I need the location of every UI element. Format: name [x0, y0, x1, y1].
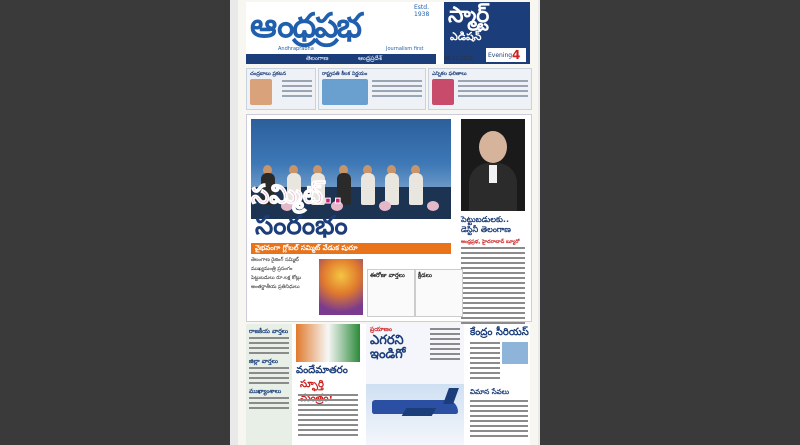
region-andhra: ఆంధ్రప్రదేశ్	[358, 55, 382, 62]
teaser-text	[372, 80, 422, 100]
central-photo	[502, 342, 528, 364]
teaser-card[interactable]	[318, 68, 426, 110]
teaser-row	[246, 68, 530, 108]
teaser-photo	[250, 79, 272, 105]
dateline: 08-12-2025	[444, 56, 474, 62]
news-item[interactable]: పెట్టుబడులు రూ.లక్ష కోట్లు	[251, 275, 302, 281]
masthead-brand-block	[246, 2, 442, 56]
brief-head[interactable]: రాజకీయ వార్తలు	[249, 328, 289, 335]
brief-head[interactable]: ముఖ్యాంశాలు	[249, 388, 282, 395]
indigo-tag: ప్రయాణం	[370, 326, 392, 333]
lead-story	[246, 114, 532, 322]
teaser-title: ఎన్నికల ఫలితాలు	[432, 71, 467, 77]
evening-label: Evening	[488, 52, 513, 59]
evening-badge	[486, 48, 526, 62]
brand-logo: ఆంధ్రప్రభ	[250, 6, 361, 46]
left-news-list	[251, 257, 321, 293]
vande-subheadline: స్ఫూర్తి	[300, 379, 324, 390]
vande-headline: వందేమాతరం	[296, 365, 348, 376]
vande-photo	[296, 324, 360, 362]
evening-time: 4	[512, 48, 521, 62]
subheadline: వైభవంగా గ్లోబల్ సమ్మిట్ వేడుక షురూ	[255, 244, 358, 252]
teaser-card[interactable]	[246, 68, 316, 110]
page-margin-left	[230, 0, 238, 445]
newspaper-page	[238, 0, 538, 445]
teaser-title: చంద్రబాబు ప్రకటన	[250, 71, 286, 77]
teaser-photo	[322, 79, 368, 105]
side-headline[interactable]: పెట్టుబడులకు.. డెస్టినీ తెలంగాణ	[461, 215, 511, 234]
region-telangana: తెలంగాణ	[306, 55, 329, 62]
teaser-text	[458, 80, 528, 100]
teaser-card[interactable]	[428, 68, 532, 110]
briefs-column	[246, 324, 292, 445]
news-item[interactable]: ముఖ్యమంత్రి ప్రసంగం	[251, 266, 293, 272]
mini-story[interactable]	[415, 269, 463, 317]
news-item[interactable]: అంతర్జాతీయ ప్రతినిధులు	[251, 284, 300, 290]
region-strip	[246, 54, 436, 64]
established-label: Estd. 1938	[414, 4, 430, 18]
mini-story-title: ఈరోజు వార్తలు	[370, 272, 405, 279]
central-subhead: విమాన సేవలు	[470, 388, 510, 396]
subheadline-bar	[251, 243, 451, 254]
indigo-story[interactable]	[366, 324, 464, 445]
side-byline: ఆంధ్రప్రభ, హైదరాబాద్ బ్యూరో	[461, 239, 520, 245]
speaker-portrait[interactable]	[461, 119, 525, 211]
news-item[interactable]: తెలంగాణ రైజింగ్ సమ్మిట్	[251, 257, 299, 263]
brief-head[interactable]: జిల్లా వార్తలు	[249, 358, 278, 365]
indigo-headline: ఎగరని ఇండిగో	[370, 333, 406, 362]
edition-label: ఎడిషన్	[450, 30, 482, 43]
mini-story-title: క్రీడలు	[418, 272, 432, 279]
goddess-photo[interactable]	[319, 259, 363, 315]
brand-sub: Andhraprabha	[278, 46, 314, 52]
central-headline: కేంద్రం సీరియస్	[470, 327, 529, 338]
lower-section	[246, 324, 530, 445]
side-body-text	[461, 247, 525, 327]
smart-label: స్మార్ట్	[448, 3, 490, 28]
teaser-title: రాష్ట్రపతి కీలక నిర్ణయం	[322, 71, 368, 77]
teaser-text	[282, 80, 312, 100]
teaser-photo	[432, 79, 454, 105]
vande-mataram-story[interactable]	[296, 324, 360, 445]
smart-edition-box	[444, 2, 530, 64]
tagline: Journalism first	[386, 46, 424, 52]
headline-celebration[interactable]: సంరంభం	[255, 211, 348, 241]
headline-summit[interactable]: సమ్మిట్..	[251, 180, 343, 210]
central-story[interactable]	[468, 324, 530, 445]
mini-story[interactable]	[367, 269, 415, 317]
